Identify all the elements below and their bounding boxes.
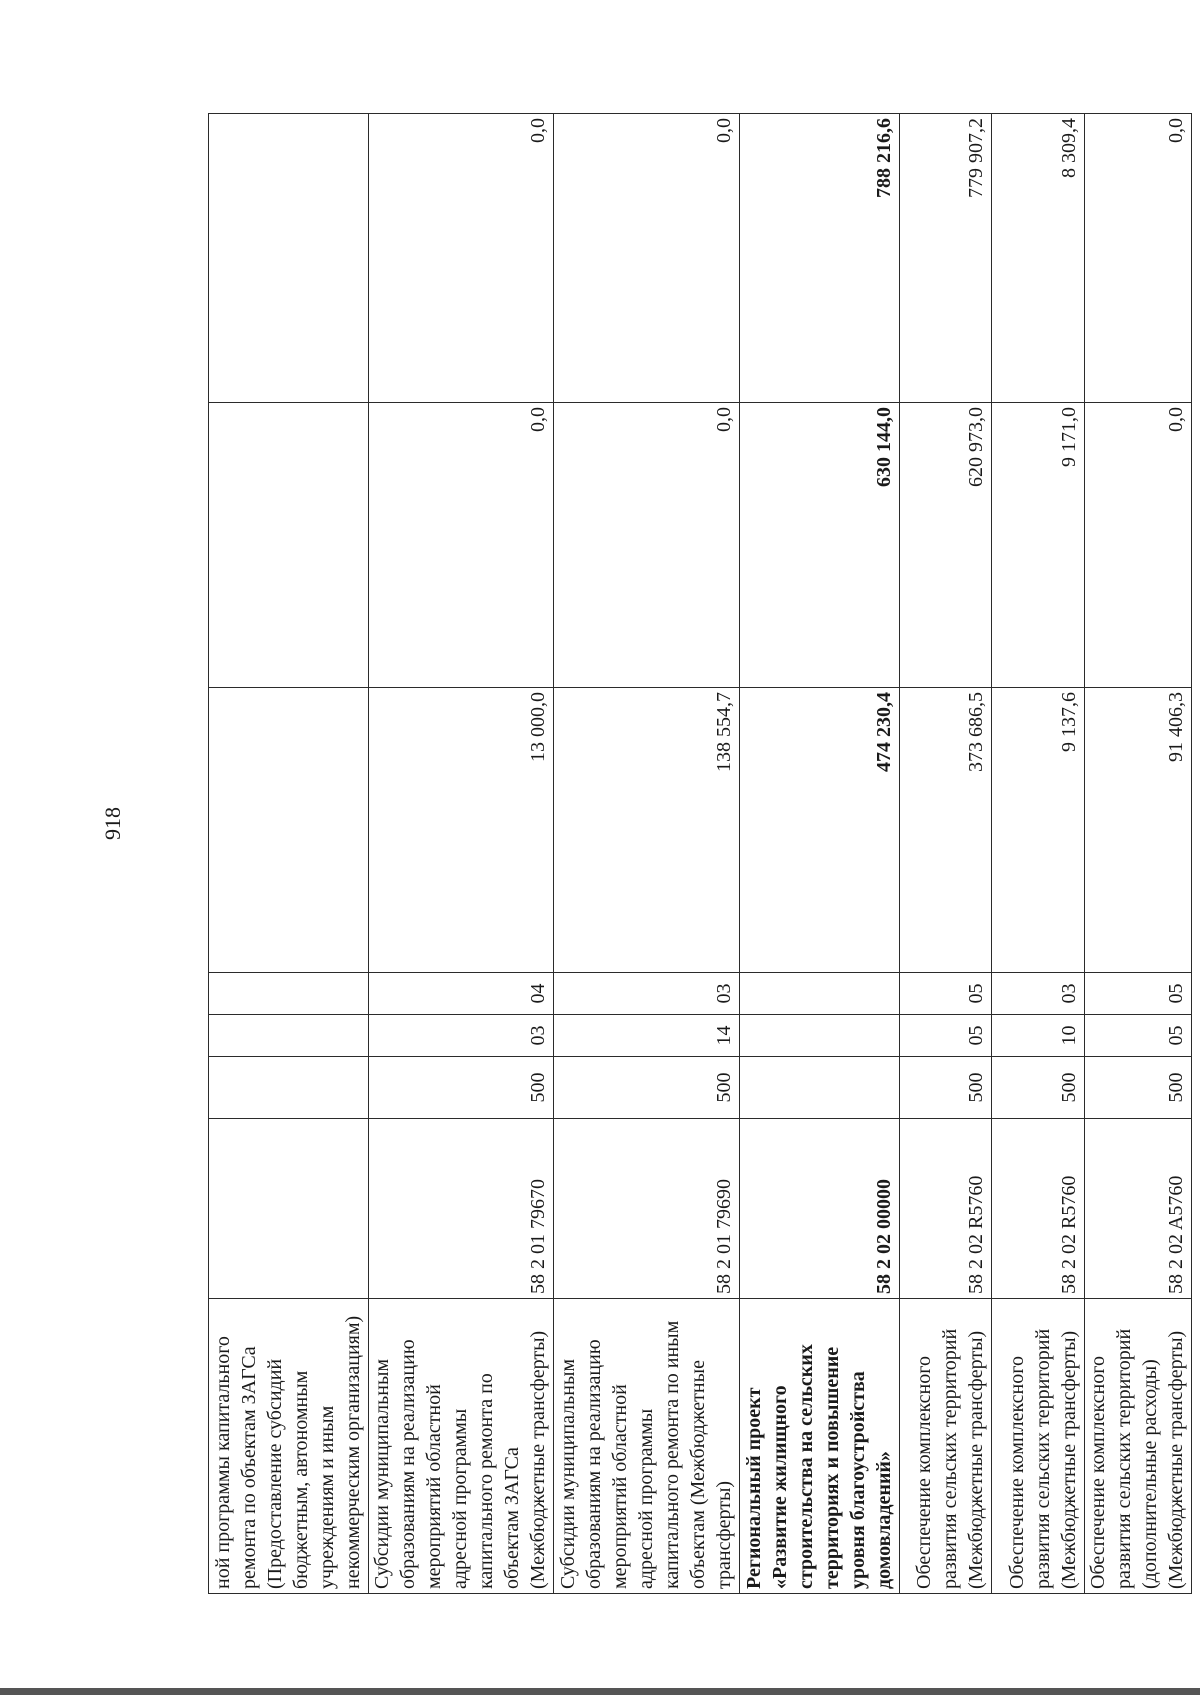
row-description: Субсидии муниципальным образованиям на реализацию мероприятий областной адресной программы капитального ремонта по объектам ЗАГСа (Межбюджетные трансферты) bbox=[368, 1299, 554, 1594]
subsection-code bbox=[209, 973, 369, 1015]
amount-year-1: 13 000,0 bbox=[368, 688, 554, 973]
expense-type-code: 500 bbox=[368, 1057, 554, 1119]
amount-year-1: 474 230,4 bbox=[740, 688, 900, 973]
amount-year-3: 0,0 bbox=[1084, 114, 1191, 403]
expense-type-code bbox=[740, 1057, 900, 1119]
section-code bbox=[740, 1015, 900, 1057]
amount-year-1 bbox=[209, 688, 369, 973]
amount-year-2: 9 171,0 bbox=[992, 403, 1084, 688]
amount-year-2: 630 144,0 bbox=[740, 403, 900, 688]
scan-edge-line bbox=[0, 1688, 1200, 1695]
amount-year-1: 373 686,5 bbox=[899, 688, 991, 973]
table-body bbox=[209, 114, 1192, 1594]
target-article-code: 58 2 02 R5760 bbox=[992, 1119, 1084, 1299]
target-article-code bbox=[209, 1119, 369, 1299]
amount-year-1: 138 554,7 bbox=[554, 688, 740, 973]
row-description: Обеспечение комплексного развития сельских территорий (дополнительные расходы) (Межбюджетные трансферты) bbox=[1084, 1299, 1191, 1594]
section-code: 14 bbox=[554, 1015, 740, 1057]
table-row bbox=[1084, 114, 1191, 1594]
amount-year-3: 779 907,2 bbox=[899, 114, 991, 403]
amount-year-3: 0,0 bbox=[554, 114, 740, 403]
amount-year-3: 788 216,6 bbox=[740, 114, 900, 403]
subsection-code: 03 bbox=[992, 973, 1084, 1015]
amount-year-3: 8 309,4 bbox=[992, 114, 1084, 403]
subsection-code: 04 bbox=[368, 973, 554, 1015]
row-description: ной программы капитального ремонта по объектам ЗАГСа (Предоставление субсидий бюджетным, автономным учреждениям и иным некоммерческим организациям) bbox=[209, 1299, 369, 1594]
section-code: 05 bbox=[1084, 1015, 1191, 1057]
table-row bbox=[209, 114, 369, 1594]
expense-type-code: 500 bbox=[1084, 1057, 1191, 1119]
target-article-code: 58 2 01 79690 bbox=[554, 1119, 740, 1299]
subsection-code bbox=[740, 973, 900, 1015]
table-row bbox=[554, 114, 740, 1594]
expense-type-code: 500 bbox=[992, 1057, 1084, 1119]
amount-year-2: 620 973,0 bbox=[899, 403, 991, 688]
budget-table bbox=[208, 113, 1192, 1594]
section-code: 10 bbox=[992, 1015, 1084, 1057]
row-description: Субсидии муниципальным образованиям на реализацию мероприятий областной адресной программы капитального ремонта по иным объектам (Межбюджетные трансферты) bbox=[554, 1299, 740, 1594]
target-article-code: 58 2 02 R5760 bbox=[899, 1119, 991, 1299]
expense-type-code: 500 bbox=[554, 1057, 740, 1119]
amount-year-1: 91 406,3 bbox=[1084, 688, 1191, 973]
row-description: Обеспечение комплексного развития сельских территорий (Межбюджетные трансферты) bbox=[992, 1299, 1084, 1594]
row-description: Обеспечение комплексного развития сельских территорий (Межбюджетные трансферты) bbox=[899, 1299, 991, 1594]
target-article-code: 58 2 02 A5760 bbox=[1084, 1119, 1191, 1299]
table-row bbox=[992, 114, 1084, 1594]
expense-type-code bbox=[209, 1057, 369, 1119]
page-number: 918 bbox=[100, 807, 125, 840]
subsection-code: 05 bbox=[899, 973, 991, 1015]
rotated-table-container bbox=[208, 114, 1192, 1594]
expense-type-code: 500 bbox=[899, 1057, 991, 1119]
table-row bbox=[899, 114, 991, 1594]
row-description: Региональный проект «Развитие жилищного строительства на сельских территориях и повышение уровня благоустройства домовладений» bbox=[740, 1299, 900, 1594]
section-code: 05 bbox=[899, 1015, 991, 1057]
amount-year-2: 0,0 bbox=[368, 403, 554, 688]
amount-year-2: 0,0 bbox=[554, 403, 740, 688]
table-row bbox=[368, 114, 554, 1594]
subsection-code: 05 bbox=[1084, 973, 1191, 1015]
subsection-code: 03 bbox=[554, 973, 740, 1015]
table-row bbox=[740, 114, 900, 1594]
amount-year-3 bbox=[209, 114, 369, 403]
section-code: 03 bbox=[368, 1015, 554, 1057]
amount-year-2 bbox=[209, 403, 369, 688]
section-code bbox=[209, 1015, 369, 1057]
amount-year-3: 0,0 bbox=[368, 114, 554, 403]
target-article-code: 58 2 01 79670 bbox=[368, 1119, 554, 1299]
amount-year-1: 9 137,6 bbox=[992, 688, 1084, 973]
amount-year-2: 0,0 bbox=[1084, 403, 1191, 688]
target-article-code: 58 2 02 00000 bbox=[740, 1119, 900, 1299]
